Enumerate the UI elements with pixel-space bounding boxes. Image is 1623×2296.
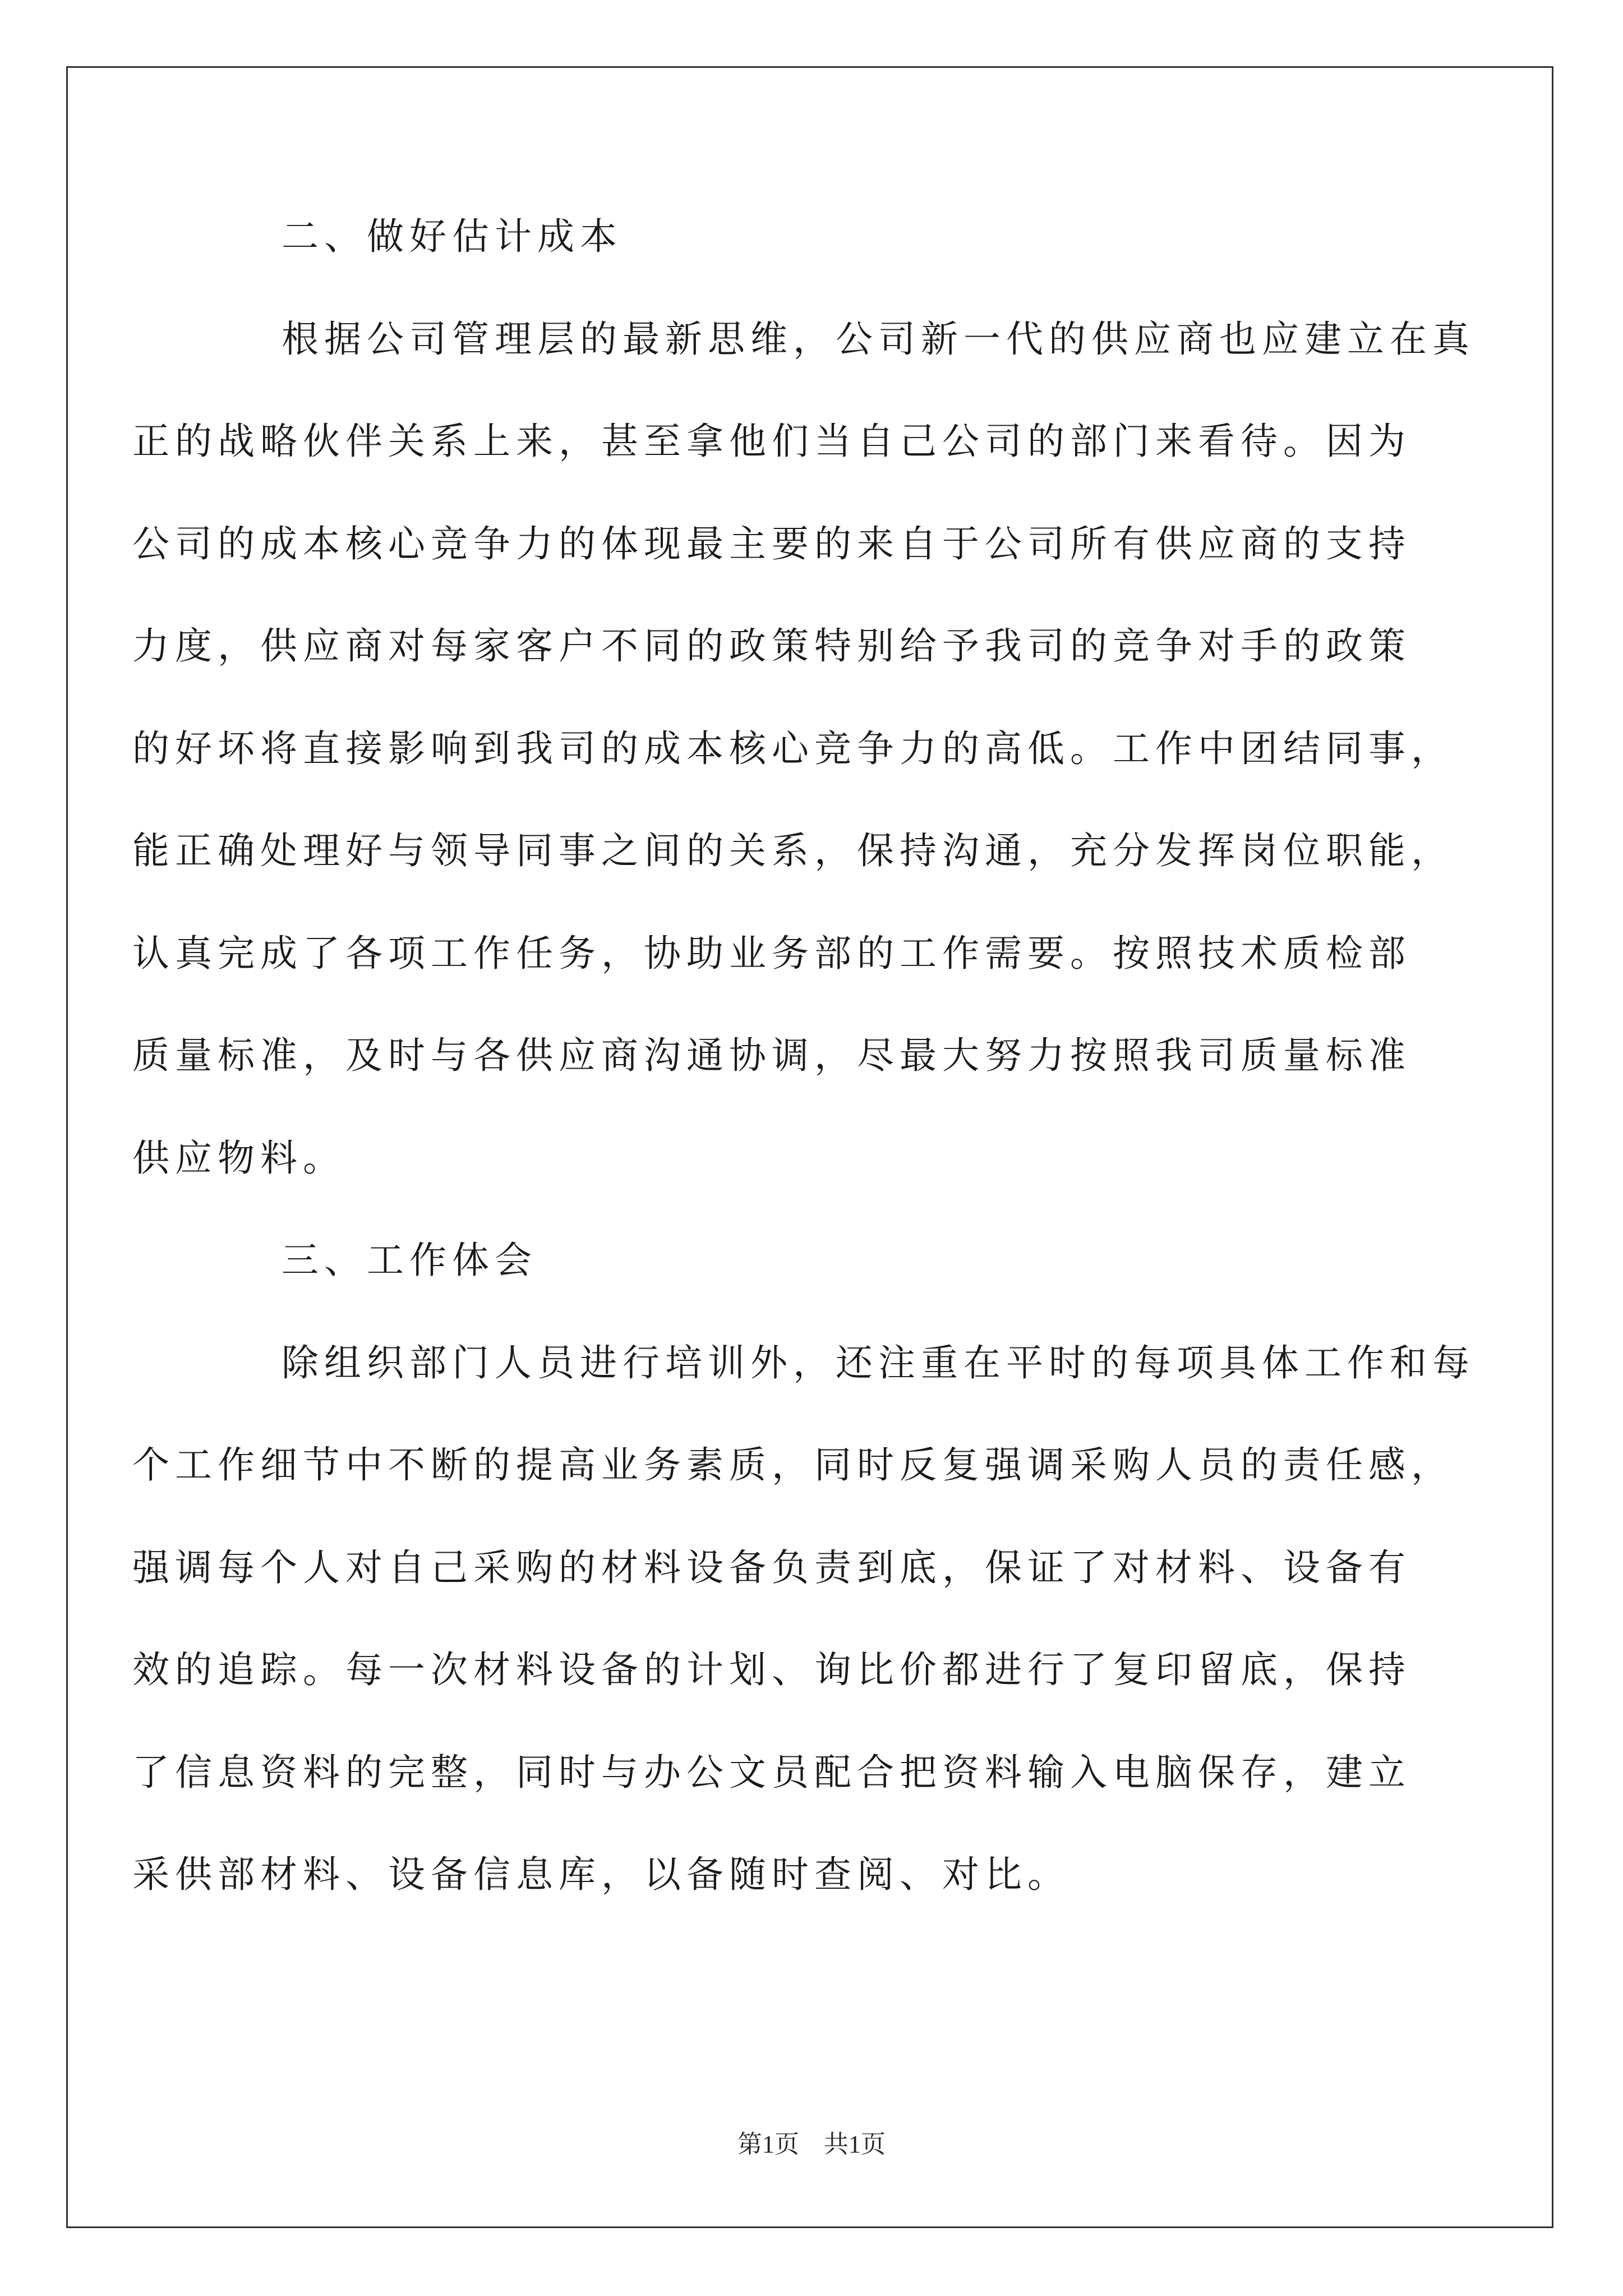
paragraph-line: 了信息资料的完整，同时与办公文员配合把资料输入电脑保存，建立 <box>132 1751 1411 1794</box>
paragraph-line: 质量标准，及时与各供应商沟通协调，尽最大努力按照我司质量标准 <box>132 1034 1411 1077</box>
paragraph-line: 强调每个人对自己采购的材料设备负责到底，保证了对材料、设备有 <box>132 1546 1411 1589</box>
section-heading-work-experience: 三、工作体会 <box>282 1239 537 1282</box>
paragraph-line: 认真完成了各项工作任务，协助业务部的工作需要。按照技术质检部 <box>132 932 1411 975</box>
paragraph-line: 公司的成本核心竞争力的体现最主要的来自于公司所有供应商的支持 <box>132 522 1411 565</box>
section-heading-estimate-cost: 二、做好估计成本 <box>282 215 623 258</box>
paragraph-line: 根据公司管理层的最新思维，公司新一代的供应商也应建立在真 <box>282 318 1475 361</box>
paragraph-line: 采供部材料、设备信息库，以备随时查阅、对比。 <box>132 1853 1070 1896</box>
paragraph-line: 除组织部门人员进行培训外，还注重在平时的每项具体工作和每 <box>282 1341 1475 1384</box>
page-number-footer: 第1页 共1页 <box>737 2131 886 2158</box>
paragraph-line: 效的追踪。每一次材料设备的计划、询比价都进行了复印留底，保持 <box>132 1648 1411 1691</box>
paragraph-line: 供应物料。 <box>132 1137 345 1180</box>
paragraph-line: 力度，供应商对每家客户不同的政策特别给予我司的竞争对手的政策 <box>132 624 1411 668</box>
paragraph-line: 个工作细节中不断的提高业务素质，同时反复强调采购人员的责任感， <box>132 1443 1454 1487</box>
paragraph-line: 能正确处理好与领导同事之间的关系，保持沟通，充分发挥岗位职能， <box>132 829 1454 872</box>
paragraph-line: 正的战略伙伴关系上来，甚至拿他们当自己公司的部门来看待。因为 <box>132 420 1411 463</box>
paragraph-line: 的好坏将直接影响到我司的成本核心竞争力的高低。工作中团结同事， <box>132 727 1454 770</box>
